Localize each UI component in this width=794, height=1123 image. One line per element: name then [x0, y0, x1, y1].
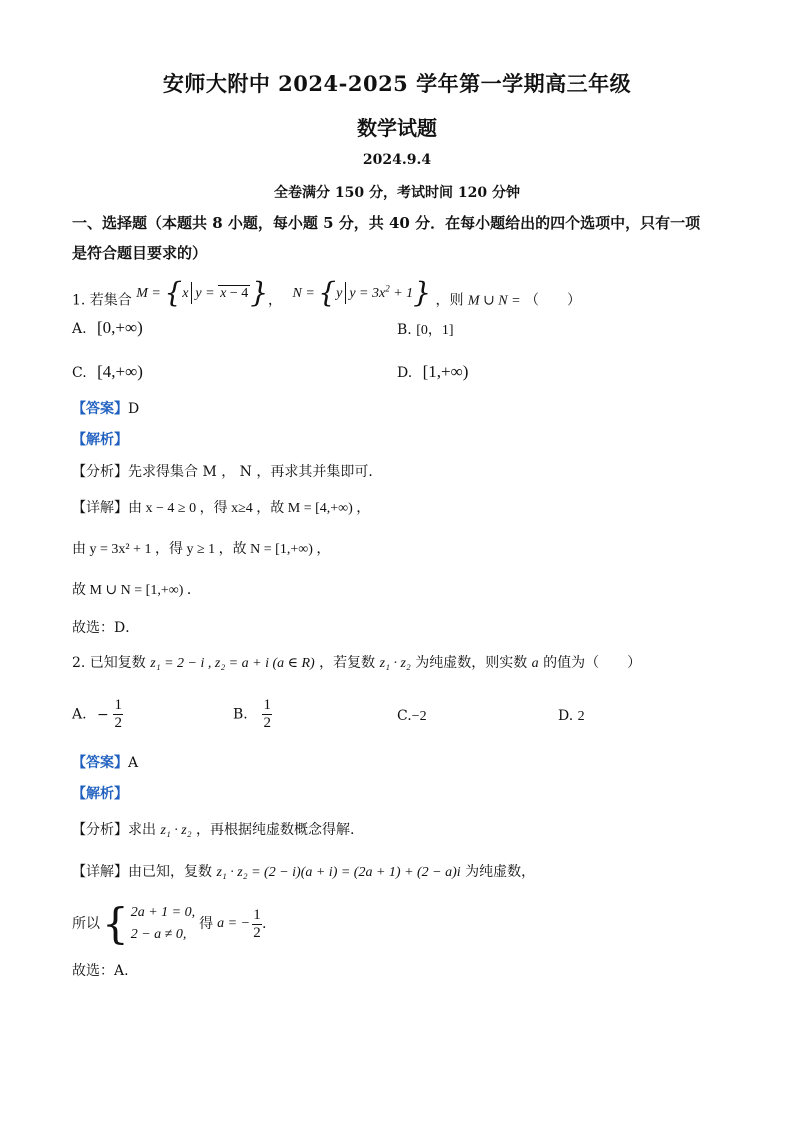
- q1-option-b: [397, 320, 454, 341]
- q2-system: [72, 900, 267, 948]
- q2-option-b-fraction: [262, 697, 272, 732]
- q2-fenxi-text-b: ，再根据纯虚数概念得解.: [196, 822, 355, 838]
- fraction-denominator: 2: [263, 715, 271, 731]
- q2-option-c-text: −2: [411, 709, 427, 724]
- q2-product: z₁ · z₂: [379, 656, 411, 671]
- exam-date: 2024.9.4: [362, 152, 432, 168]
- analysis-tag: 【解析】: [72, 432, 128, 448]
- q1-answer: [72, 399, 139, 419]
- q2-detail-expr: z₁ · z₂ = (2 − i)(a + i) = (2a + 1) + (2 − a)i: [216, 865, 461, 880]
- fenxi-tag: 【分析】: [72, 464, 128, 480]
- q2-so-prefix: 所以: [72, 916, 100, 932]
- q1-option-c-text: [4,+∞): [97, 362, 143, 381]
- q2-var: a: [531, 656, 539, 671]
- q1-option-c: [72, 362, 143, 383]
- q2-conclusion: 故选：A.: [72, 963, 129, 979]
- q2-get: 得: [199, 916, 214, 932]
- q2-option-a-label: A.: [72, 706, 87, 723]
- section-heading-line1: 一、选择题（本题共 8 小题，每小题 5 分，共 40 分．在每小题给出的四个选项中，只有一项: [72, 214, 701, 232]
- q2-detail-a: 由已知，复数: [128, 864, 212, 880]
- q1-option-d: [397, 362, 468, 383]
- q2-system-line-1: 2a + 1 = 0,: [130, 905, 196, 920]
- fraction-denominator: 2: [114, 715, 122, 731]
- q2-option-d-text: 2: [577, 709, 585, 724]
- q1-answer-value: D: [128, 401, 140, 417]
- q1-option-a-label: A.: [72, 321, 87, 337]
- exam-subtitle: 数学试题: [357, 116, 437, 140]
- fraction-denominator: 2: [253, 924, 261, 941]
- fraction-numerator: 1: [263, 697, 271, 713]
- q1-detail-1: [72, 498, 370, 519]
- q1-option-b-text: [0，1]: [416, 323, 454, 338]
- q1-option-d-text: [1,+∞): [422, 362, 469, 381]
- q2-detail: [72, 862, 535, 883]
- q1-analysis: [72, 430, 128, 450]
- q1-option-c-label: C.: [72, 365, 87, 381]
- q1-option-a: [72, 318, 143, 339]
- q2-option-b: [233, 697, 272, 732]
- fraction-numerator: 1: [114, 697, 122, 713]
- detail-tag: 【详解】: [72, 864, 128, 880]
- q2-option-c-label: C.: [397, 708, 412, 724]
- left-brace-icon: {: [102, 899, 129, 948]
- q2-given: z₁ = 2 − i , z₂ = a + i (a ∈ R): [150, 656, 315, 671]
- q2-system-line-2: 2 − a ≠ 0,: [130, 927, 187, 942]
- analysis-tag: 【解析】: [72, 786, 128, 802]
- q1-ask: ，则: [435, 292, 464, 309]
- q1-detail-3-text: 故 M ∪ N = [1,+∞) ．: [72, 583, 201, 598]
- fraction-numerator: 1: [253, 906, 261, 923]
- q2-fenxi-text-a: 求出: [128, 822, 156, 838]
- q2-option-b-label: B.: [233, 706, 248, 723]
- q2-option-a-sign: −: [97, 706, 109, 723]
- q2-fenxi-expr: z₁ · z₂: [160, 823, 192, 838]
- q2-prefix: 2. 已知复数: [72, 655, 146, 671]
- q2-analysis: [72, 784, 128, 804]
- q2-option-a: [72, 697, 123, 732]
- q2-fenxi: [72, 820, 355, 841]
- q2-tail: 为纯虚数，则实数: [415, 655, 528, 671]
- q2-tail2: 的值为（ ）: [543, 655, 642, 671]
- q1-set-m: M = {x y = x − 4}: [136, 276, 269, 310]
- q2-get-fraction: [252, 907, 262, 942]
- q1-option-b-label: B.: [397, 322, 412, 338]
- q1-detail-3: [72, 580, 201, 601]
- q1-detail-1-text: 由 x − 4 ≥ 0 ，得 x≥4 ，故 M = [4,+∞) ，: [128, 501, 371, 516]
- q1-detail-2: [72, 539, 330, 560]
- q1-prefix: 1. 若集合: [72, 292, 132, 309]
- fenxi-tag: 【分析】: [72, 822, 128, 838]
- answer-tag: 【答案】: [72, 755, 128, 771]
- q2-get-end: .: [262, 916, 267, 932]
- q2-answer-value: A: [128, 755, 139, 771]
- q1-paren: （ ）: [525, 292, 582, 309]
- q1-option-d-label: D.: [397, 365, 413, 381]
- exam-title: 安师大附中 2024-2025 学年第一学期高三年级: [162, 71, 632, 96]
- q2-mid: ，若复数: [319, 655, 376, 671]
- question-2-stem: [72, 653, 641, 674]
- q2-answer: [72, 753, 138, 773]
- q2-get-expr: a = −: [217, 916, 251, 931]
- q1-conclusion: 故选：D．: [72, 620, 140, 636]
- q1-option-a-text: [0,+∞): [97, 318, 143, 337]
- q1-set-n: N = {y $y = 3x^2 + 1$}: [292, 276, 431, 310]
- q2-option-d-label: D.: [558, 708, 574, 724]
- q1-ask-expr: M ∪ N =: [467, 293, 521, 309]
- exam-score-info: 全卷满分 150 分，考试时间 120 分钟: [274, 185, 520, 201]
- answer-tag: 【答案】: [72, 401, 128, 417]
- q2-detail-b: 为纯虚数，: [465, 864, 536, 880]
- question-1-stem: 1. 若集合 M = {x y = x − 4}， N = {y $y = 3x^2 + 1$} ，则 M ∪ N = （ ）: [72, 276, 582, 310]
- q2-option-a-fraction: [113, 697, 123, 732]
- q2-option-c: [397, 706, 427, 727]
- detail-tag: 【详解】: [72, 500, 128, 516]
- q1-detail-2-text: 由 y = 3x² + 1 ，得 y ≥ 1 ，故 N = [1,+∞) ，: [72, 542, 331, 557]
- q1-fenxi-text: 先求得集合 M ， N ，再求其并集即可．: [128, 464, 383, 480]
- q2-option-d: [558, 706, 585, 727]
- q1-fenxi: [72, 462, 382, 482]
- q2-system-lines: [131, 902, 195, 946]
- section-heading-line2: 是符合题目要求的）: [72, 244, 208, 262]
